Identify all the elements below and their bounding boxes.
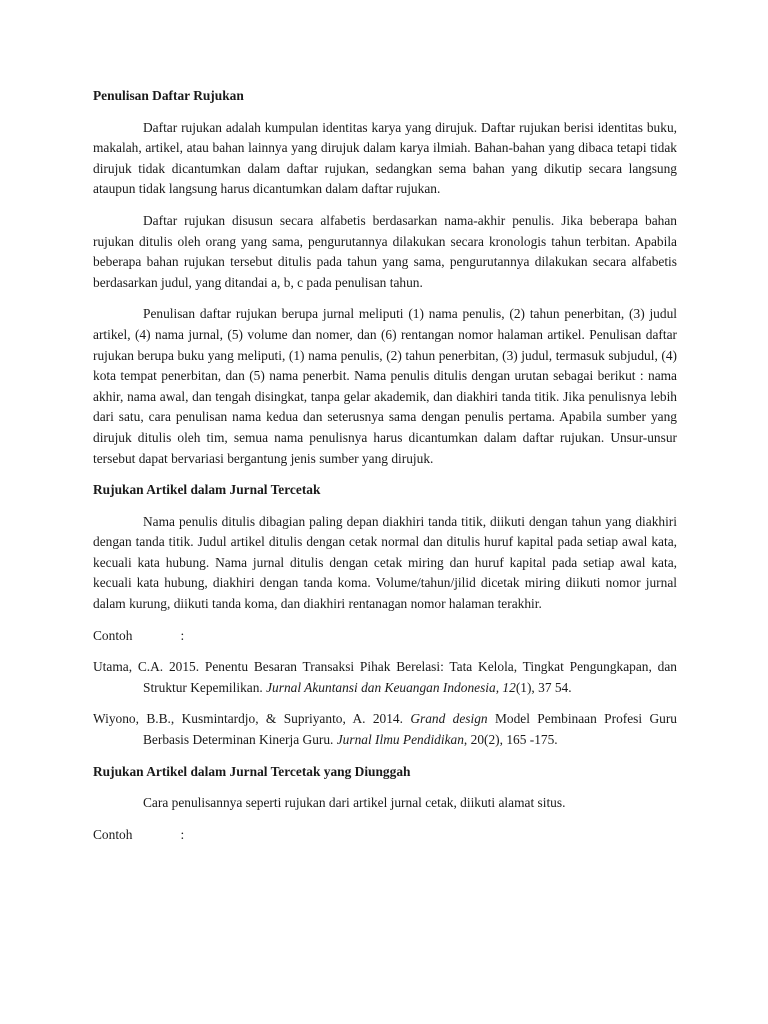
reference-journal-italic: Jurnal Ilmu Pendidikan — [336, 732, 464, 748]
reference-text: Model Pembinaan Profesi Guru Berbasis Determinan Kinerja Guru. — [143, 711, 677, 748]
paragraph: Nama penulis ditulis dibagian paling depan diakhiri tanda titik, diikuti dengan tahun yang diakhiri dengan tanda titik. Judul artikel ditulis dengan cetak normal dan ditulis huruf kapital pada setiap awal kata, kecuali kata hubung. Nama jurnal ditulis dengan cetak miring dan huruf kapital pada setiap awal kata, kecuali kata hubung, diakhiri dengan tanda koma. Volume/tahun/jilid dicetak miring diikuti nomor jurnal dalam kurung, diikuti tanda koma, dan diakhiri rentanagan nomor halaman terakhir. — [93, 513, 677, 612]
document-page — [93, 86, 677, 856]
reference-text: , 20(2), 165 -175. — [463, 732, 558, 748]
contoh-colon: : — [180, 627, 185, 643]
paragraph: Daftar rujukan adalah kumpulan identitas karya yang dirujuk. Daftar rujukan berisi identitas buku, makalah, artikel, atau bahan lainnya yang dirujuk dalam karya ilmiah. Bahan-bahan yang dibaca tetapi tidak dirujuk tidak dicantumkan dalam daftar rujukan, sedangkan sema bahan yang dikutip secara langsung ataupun tidak langsung harus dicantumkan dalam daftar rujukan. — [93, 119, 677, 197]
section-heading-jurnal-diunggah: Rujukan Artikel dalam Jurnal Tercetak yang Diunggah — [93, 763, 411, 779]
paragraph: Daftar rujukan disusun secara alfabetis berdasarkan nama-akhir penulis. Jika beberapa bahan rujukan ditulis oleh orang yang sama, pengurutannya dilakukan secara kronologis tahun terbitan. Apabila beberapa bahan rujukan tersebut ditulis pada tahun yang sama, pengurutannya dilakukan secara alfabetis berdasarkan judul, yang ditandai a, b, c pada penulisan tahun. — [93, 212, 677, 290]
reference-title-italic: Grand design — [410, 711, 488, 727]
contoh-colon: : — [180, 826, 185, 842]
contoh-line — [93, 626, 677, 647]
reference-author: Wiyono, B.B., Kusmintardjo, & Supriyanto, A. 2014. — [93, 711, 411, 727]
reference-entry — [93, 709, 677, 750]
reference-journal-italic: Jurnal Akuntansi dan Keuangan Indonesia, 12 — [266, 679, 516, 695]
section-heading-jurnal-tercetak: Rujukan Artikel dalam Jurnal Tercetak — [93, 482, 321, 498]
reference-text: (1), 37 54. — [515, 679, 572, 695]
contoh-label: Contoh — [93, 627, 133, 643]
paragraph: Cara penulisannya seperti rujukan dari artikel jurnal cetak, diikuti alamat situs. — [143, 795, 566, 811]
reference-entry — [93, 657, 677, 698]
contoh-line — [93, 825, 677, 846]
reference-text: Utama, C.A. 2015. Penentu Besaran Transaksi Pihak Berelasi: Tata Kelola, Tingkat Pengungkapan, dan Struktur Kepemilikan. — [93, 659, 677, 695]
contoh-label: Contoh — [93, 826, 133, 842]
paragraph: Penulisan daftar rujukan berupa jurnal meliputi (1) nama penulis, (2) tahun penerbitan, (3) judul artikel, (4) nama jurnal, (5) volume dan nomer, dan (6) rentangan nomor halaman artikel. Penulisan daftar rujukan berupa buku yang meliputi, (1) nama penulis, (2) tahun penerbitan, (3) judul, termasuk subjudul, (4) kota tempat penerbitan, dan (5) nama penerbit. Nama penulis ditulis dengan urutan sebagai berikut : nama akhir, nama awal, dan tengah disingkat, tanpa gelar akademik, dan diakhiri tanda titik. Jika penulisnya lebih dari satu, cara penulisan nama kedua dan seterusnya sama dengan penulis pertama. Apabila sumber yang dirujuk ditulis oleh tim, semua nama penulisnya harus dicantumkan dalam daftar rujukan. Unsur-unsur tersebut dapat bervariasi bergantung jenis sumber yang dirujuk. — [93, 306, 677, 466]
section-heading-penulisan-daftar-rujukan: Penulisan Daftar Rujukan — [93, 88, 244, 103]
